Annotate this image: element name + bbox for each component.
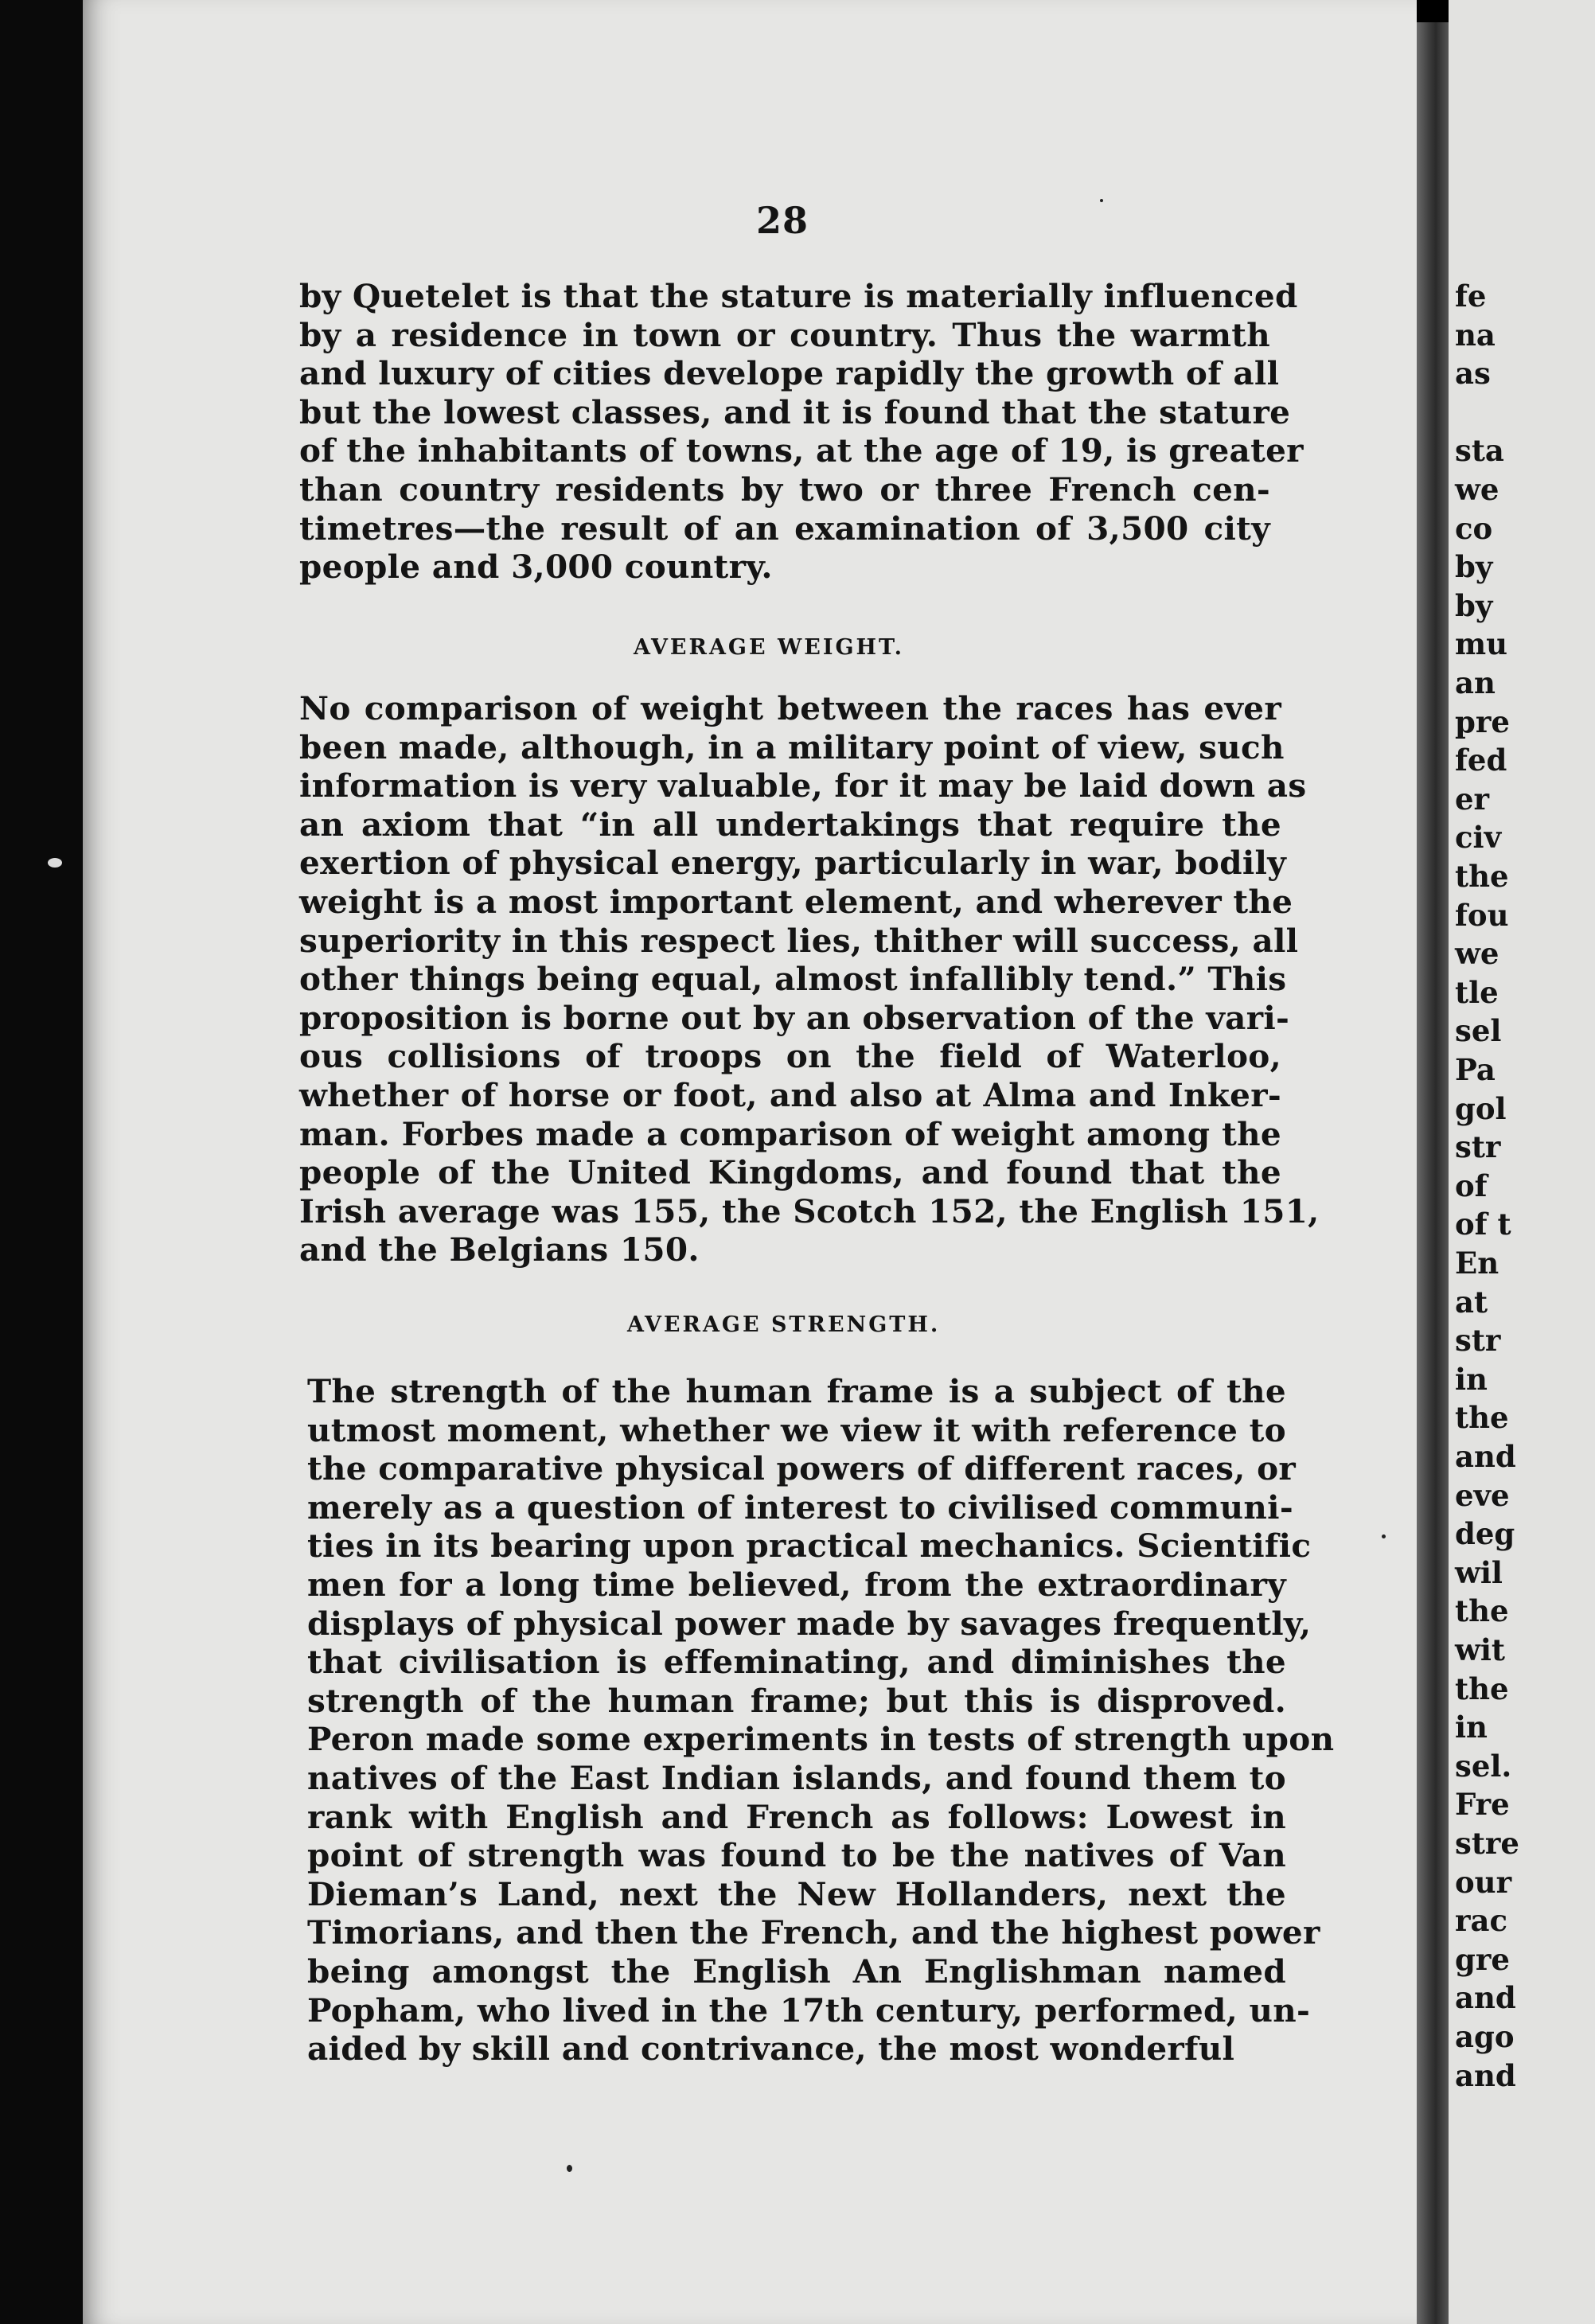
text-line: the comparative physical powers of different races, or [307, 1449, 1297, 1488]
text-line: men for a long time believed, from the extraordinary [307, 1565, 1286, 1604]
text-line: displays of physical power made by savages frequently, [307, 1604, 1312, 1643]
facing-page-text-fragment: stre [1455, 1826, 1519, 1861]
facing-page-text-fragment: deg [1455, 1516, 1515, 1552]
facing-page-text-fragment: an [1455, 665, 1496, 700]
paragraph-average-strength [307, 1372, 1335, 2069]
text-line: Popham, who lived in the 17th century, performed, un- [307, 1991, 1311, 2030]
facing-page-text-fragment: fed [1455, 743, 1507, 778]
text-line: by a residence in town or country. Thus the warmth [299, 315, 1270, 354]
text-line: strength of the human frame; but this is disproved. [307, 1681, 1286, 1720]
facing-page-text-fragment: the [1455, 1400, 1509, 1436]
text-line: rank with English and French as follows: Lowest in [307, 1797, 1286, 1836]
text-line: and luxury of cities develope rapidly the growth of all [299, 354, 1280, 393]
text-line: No comparison of weight between the races has ever [299, 689, 1281, 727]
text-line: but the lowest classes, and it is found that the stature [299, 392, 1291, 431]
text-line: people and 3,000 country. [299, 548, 773, 587]
facing-page-text-fragment: in [1455, 1361, 1488, 1397]
text-line: an axiom that “in all undertakings that require the [299, 805, 1281, 844]
text-line: Irish average was 155, the Scotch 152, the English 151, [299, 1191, 1320, 1230]
text-line: ties in its bearing upon practical mechanics. Scientific [307, 1527, 1312, 1566]
paragraph-average-weight [299, 689, 1320, 1269]
text-line: by Quetelet is that the stature is materially influenced [299, 277, 1298, 315]
facing-page-text-fragment: Fre [1455, 1787, 1510, 1823]
facing-page-text-fragment: and [1455, 1439, 1516, 1474]
facing-page-text-fragment: and [1455, 2057, 1516, 2093]
facing-page-text-fragment: str [1455, 1129, 1501, 1165]
facing-page-text-fragment: our [1455, 1864, 1512, 1900]
text-line: timetres—the result of an examination of 3,500 city [299, 509, 1270, 548]
book-spine [1417, 22, 1449, 2324]
facing-page-text-fragment: as [1455, 356, 1491, 392]
text-line: than country residents by two or three French cen- [299, 470, 1270, 509]
facing-page-text-fragment: civ [1455, 820, 1502, 856]
text-line: point of strength was found to be the natives of Van [307, 1836, 1286, 1875]
facing-page-text-fragment: co [1455, 510, 1493, 546]
text-line: people of the United Kingdoms, and found that the [299, 1153, 1281, 1192]
facing-page-text-fragment: na [1455, 317, 1496, 353]
text-line: superiority in this respect lies, thither will success, all [299, 921, 1299, 960]
facing-page-text-fragment: the [1455, 1593, 1509, 1629]
text-line: information is very valuable, for it may be laid down as [299, 766, 1307, 805]
text-line: ous collisions of troops on the field of Waterloo, [299, 1037, 1281, 1076]
text-line: aided by skill and contrivance, the most wonderful [307, 2030, 1235, 2069]
facing-page-text-fragment: mu [1455, 626, 1508, 662]
facing-page-text-fragment: sta [1455, 433, 1504, 469]
text-line: proposition is borne out by an observation of the vari- [299, 998, 1290, 1037]
facing-page-text-fragment: gol [1455, 1090, 1507, 1126]
text-line: being amongst the English An Englishman named [307, 1952, 1286, 1991]
text-line: Timorians, and then the French, and the highest power [307, 1913, 1320, 1952]
section-heading-average-weight: AVERAGE WEIGHT. [634, 635, 905, 660]
dust-speck [1100, 199, 1103, 202]
text-line: weight is a most important element, and wherever the [299, 882, 1293, 921]
paragraph-stature [299, 277, 1304, 587]
dust-speck [48, 858, 62, 868]
facing-page-text-fragment: the [1455, 1671, 1509, 1706]
facing-page-text-fragment: by [1455, 587, 1493, 623]
facing-page-text-fragment: fou [1455, 897, 1509, 933]
facing-page-text-fragment: sel [1455, 1013, 1502, 1049]
text-line: exertion of physical energy, particularly in war, bodily [299, 844, 1287, 883]
text-line: natives of the East Indian islands, and found them to [307, 1758, 1286, 1797]
facing-page-text-fragment: Pa [1455, 1052, 1496, 1087]
text-line: been made, although, in a military point of view, such [299, 727, 1285, 766]
text-line: whether of horse or foot, and also at Alma and Inker- [299, 1075, 1281, 1114]
page-number: 28 [756, 199, 809, 242]
facing-page-text-fragment: fe [1455, 279, 1487, 314]
facing-page-text-fragment: En [1455, 1246, 1499, 1281]
text-line: Dieman’s Land, next the New Hollanders, next the [307, 1874, 1286, 1913]
text-line: man. Forbes made a comparison of weight among the [299, 1114, 1281, 1153]
facing-page-text-fragment: er [1455, 781, 1490, 817]
facing-page-text-fragment: we [1455, 472, 1499, 507]
facing-page-fragment [1449, 0, 1595, 2324]
facing-page-text-fragment: at [1455, 1284, 1488, 1320]
facing-page-text-fragment: in [1455, 1710, 1488, 1745]
scan-border-left [0, 0, 83, 2324]
facing-page-text-fragment: ago [1455, 2019, 1515, 2054]
text-line: Peron made some experiments in tests of strength upon [307, 1720, 1335, 1759]
facing-page-text-fragment: sel. [1455, 1748, 1512, 1784]
facing-page-text-fragment: of [1455, 1168, 1488, 1203]
dust-speck [1382, 1534, 1386, 1538]
facing-page-text-fragment: tle [1455, 974, 1499, 1010]
text-line: The strength of the human frame is a subject of the [307, 1372, 1286, 1410]
facing-page-text-fragment: of t [1455, 1207, 1511, 1242]
facing-page-text-fragment: we [1455, 936, 1499, 972]
text-line: and the Belgians 150. [299, 1230, 700, 1269]
facing-page-text-fragment: eve [1455, 1477, 1510, 1513]
facing-page-text-fragment: and [1455, 1980, 1516, 2016]
dust-speck [567, 2165, 572, 2172]
facing-page-text-fragment: the [1455, 859, 1509, 894]
facing-page-text-fragment: by [1455, 549, 1493, 585]
facing-page-text-fragment: pre [1455, 704, 1510, 739]
facing-page-text-fragment: str [1455, 1323, 1501, 1359]
facing-page-text-fragment: wil [1455, 1554, 1503, 1590]
facing-page-text-fragment: gre [1455, 1941, 1510, 1977]
facing-page-text-fragment: rac [1455, 1903, 1507, 1939]
text-line: merely as a question of interest to civilised communi- [307, 1488, 1293, 1527]
text-line: other things being equal, almost infallibly tend.” This [299, 960, 1287, 999]
text-line: utmost moment, whether we view it with reference to [307, 1410, 1286, 1449]
text-line: that civilisation is effeminating, and diminishes the [307, 1643, 1286, 1682]
section-heading-average-strength: AVERAGE STRENGTH. [627, 1312, 941, 1337]
facing-page-text-fragment: wit [1455, 1632, 1505, 1667]
text-line: of the inhabitants of towns, at the age of 19, is greater [299, 431, 1304, 470]
